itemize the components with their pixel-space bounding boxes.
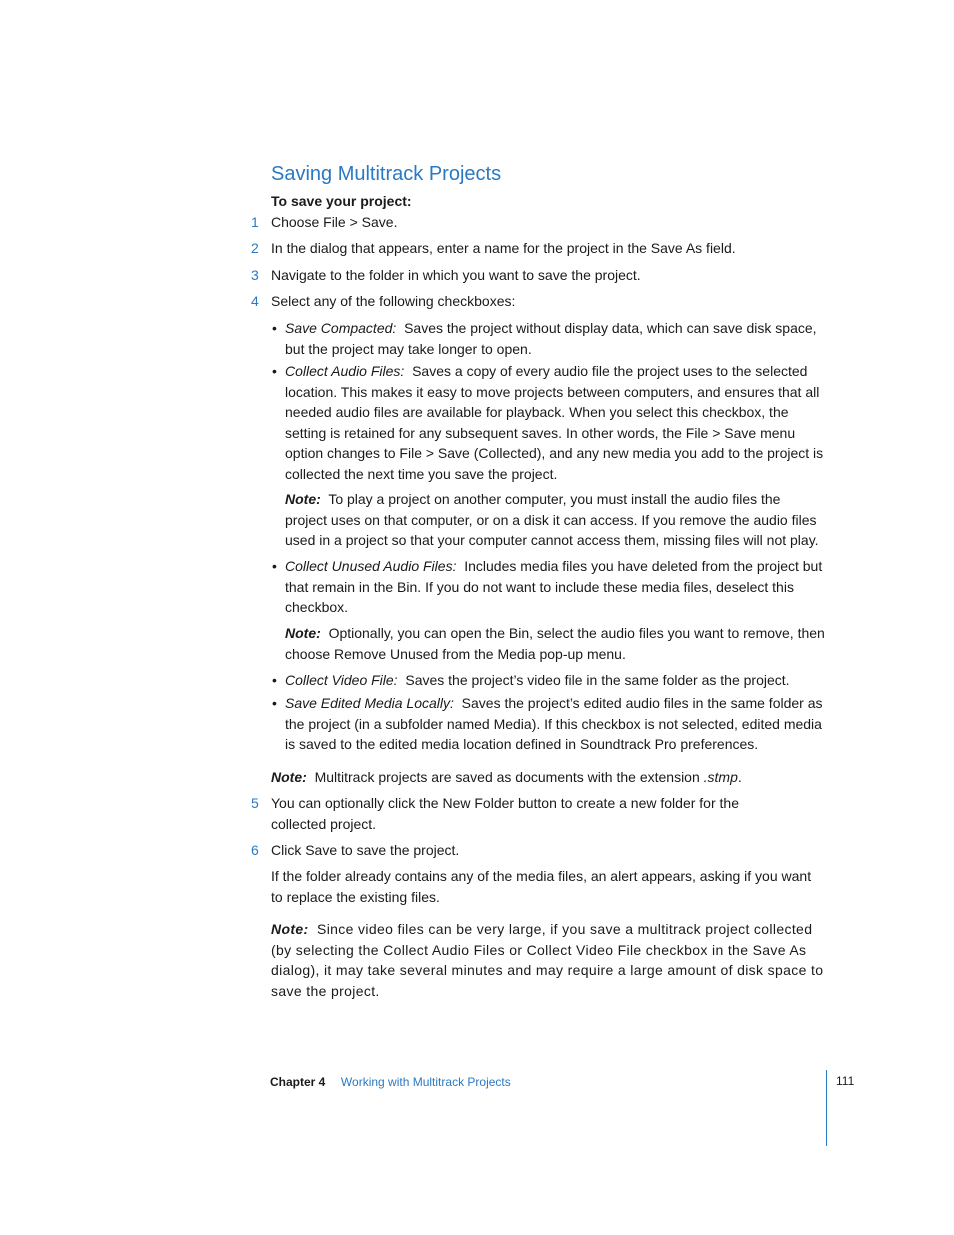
- bullet-marker: •: [272, 558, 277, 574]
- bullet-note: [285, 489, 826, 551]
- bullet-text: Saves the project’s edited audio files in the same folder as the project (in a subfolder named Media). If this checkbox is not selected, edited media is saved to the edited media location defined in Soundtrack Pro preferences.: [285, 695, 823, 752]
- note-text: Since video files can be very large, if you save a multitrack project collected (by selecting the Collect Audio Files or Collect Video File checkbox in the Save As dialog), it may take several minutes and may require a large amount of disk space to save the project.: [271, 921, 824, 999]
- note-text: Multitrack projects are saved as documents with the extension: [314, 769, 700, 785]
- step-text: Navigate to the folder in which you want to save the project.: [271, 267, 641, 283]
- bullet-term: Collect Unused Audio Files:: [285, 558, 457, 574]
- bullet-marker: •: [272, 320, 277, 336]
- step-number: 3: [251, 267, 259, 283]
- bullet-term: Save Edited Media Locally:: [285, 695, 454, 711]
- note-text: Optionally, you can open the Bin, select the audio files you want to remove, then choose Remove Unused from the Media pop-up menu.: [285, 625, 825, 662]
- step-paragraph: If the folder already contains any of the media files, an alert appears, asking if you want to replace the existing files.: [271, 868, 812, 905]
- step-number: 5: [251, 795, 259, 811]
- note-text: To play a project on another computer, you must install the audio files the project uses on that computer, or on a disk it can access. If you remove the audio files used in a project so that your computer cannot access them, missing files will not play.: [285, 491, 819, 548]
- step-number: 1: [251, 214, 259, 230]
- bullet-item: [285, 693, 826, 755]
- step-number: 4: [251, 293, 259, 309]
- bullet-text: Saves a copy of every audio file the project uses to the selected location. This makes it easy to move projects between computers, and ensures that all needed audio files are available for playback. When you select this checkbox, the setting is retained for any subsequent saves. In other words, the File > Save menu option changes to File > Save (Collected), and any new media you add to the project is collected the next time you save the project.: [285, 363, 824, 482]
- footer-chapter: [270, 1071, 511, 1093]
- note-label: Note:: [285, 625, 321, 641]
- step-text: Choose File > Save.: [271, 214, 398, 230]
- bullet-item: [285, 670, 826, 691]
- step-note: [271, 767, 826, 788]
- bullet-text: Saves the project without display data, which can save disk space, but the project may take longer to open.: [285, 320, 817, 357]
- step-text: Click Save to save the project.: [271, 842, 460, 858]
- bullet-text: Includes media files you have deleted from the project but that remain in the Bin. If you do not want to include these media files, deselect this checkbox.: [285, 558, 823, 615]
- step-text: You can optionally click the New Folder button to create a new folder for the collected project.: [271, 795, 739, 832]
- step-number: 2: [251, 240, 259, 256]
- section-heading: Saving Multitrack Projects: [271, 163, 502, 185]
- bullet-marker: •: [272, 695, 277, 711]
- file-extension: .stmp: [703, 769, 738, 785]
- bullet-item: [285, 556, 826, 618]
- step-text: In the dialog that appears, enter a name for the project in the Save As field.: [271, 240, 736, 256]
- bullet-marker: •: [272, 672, 277, 688]
- note-label: Note:: [285, 491, 321, 507]
- bullet-item: [285, 361, 826, 484]
- page-number: 111: [836, 1074, 855, 1088]
- bullet-term: Save Compacted:: [285, 320, 397, 336]
- bullet-term: Collect Audio Files:: [285, 363, 405, 379]
- bullet-term: Collect Video File:: [285, 672, 398, 688]
- bullet-item: [285, 318, 826, 359]
- bullet-note: [285, 623, 826, 664]
- procedure-title: To save your project:: [271, 193, 412, 209]
- bullet-text: Saves the project’s video file in the same folder as the project.: [405, 672, 790, 688]
- note-end: .: [737, 769, 742, 785]
- final-note: [271, 919, 826, 1001]
- step-text: Select any of the following checkboxes:: [271, 293, 516, 309]
- bullet-marker: •: [272, 363, 277, 379]
- note-label: Note:: [271, 769, 307, 785]
- step-number: 6: [251, 842, 259, 858]
- chapter-title: Working with Multitrack Projects: [340, 1075, 511, 1089]
- chapter-label: Chapter 4: [270, 1075, 326, 1089]
- footer-divider: [826, 1070, 827, 1146]
- note-label: Note:: [271, 921, 309, 937]
